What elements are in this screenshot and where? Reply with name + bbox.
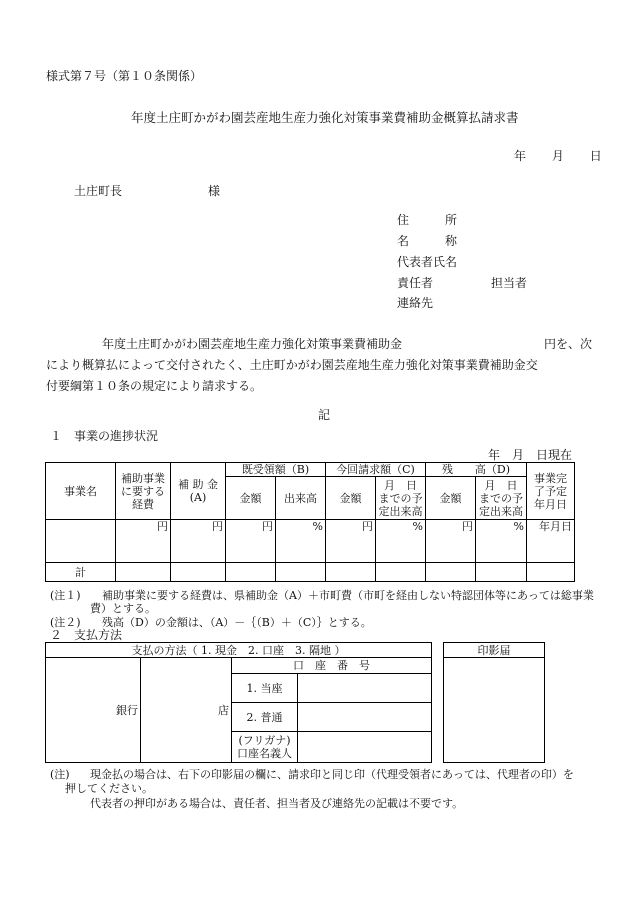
unit-yen: 円: [326, 520, 376, 563]
as-of-date: 年 月 日現在: [488, 448, 573, 462]
project-name-cell[interactable]: [46, 520, 116, 563]
current-account-input[interactable]: [298, 674, 432, 703]
name-label: 名 称: [397, 234, 458, 248]
note-1-text: 補助事業に要する経費は、県補助金（A）＋市町費（市町を経由しない特認団体等にあっては総事業: [102, 589, 594, 602]
payment-method-table: [45, 642, 432, 763]
account-holder-input[interactable]: [298, 732, 432, 763]
representative-label: 代表者氏名: [397, 255, 458, 269]
current-account-option[interactable]: 1. 当座: [232, 674, 298, 703]
note-tag: (注): [50, 768, 70, 781]
date-day: 日: [589, 149, 602, 163]
unit-percent: %: [476, 520, 527, 563]
col-project-cost: 補助事業 に要する 経費: [116, 463, 171, 520]
form-number: 様式第７号（第１０条関係）: [46, 69, 203, 83]
col-current-planned: 月 日 までの予 定出来高: [376, 477, 426, 520]
total-label: 計: [46, 563, 116, 582]
note-line-2: 押してください。: [65, 782, 153, 795]
note-2-text: 残高（D）の金額は、（A）－｛（B）＋（C）｝とする。: [102, 616, 372, 629]
body-line-2: により概算払によって交付されたく、土庄町かがわ園芸産地生産力強化対策事業費補助金交: [46, 358, 538, 372]
document-title: 年度土庄町かがわ園芸産地生産力強化対策事業費補助金概算払請求書: [131, 110, 519, 125]
address-label: 住 所: [397, 213, 458, 227]
col-current-amount: 金額: [326, 477, 376, 520]
account-number-header: 口 座 番 号: [232, 658, 432, 674]
savings-account-option[interactable]: 2. 普通: [232, 703, 298, 732]
staff-label: 担当者: [491, 276, 528, 290]
seal-label: 印影届: [444, 643, 545, 658]
date-year: 年: [514, 149, 527, 163]
col-subsidy: 補 助 金 (A): [171, 463, 226, 520]
unit-yen: 円: [116, 520, 171, 563]
seal-box[interactable]: [444, 658, 545, 763]
note-1-cont: 費）とする。: [90, 602, 156, 615]
unit-percent: %: [276, 520, 326, 563]
note-line-3: 代表者の押印がある場合は、責任者、担当者及び連絡先の記載は不要です。: [90, 797, 464, 810]
bank-name[interactable]: 銀行: [46, 658, 141, 763]
col-received-progress: 出来高: [276, 477, 326, 520]
col-completion-date: 事業完 了予定 年月日: [527, 463, 575, 520]
unit-yen: 円: [226, 520, 276, 563]
col-remaining-planned: 月 日 までの予 定出来高: [476, 477, 527, 520]
date-month: 月: [551, 149, 564, 163]
col-received-amount: 金額: [226, 477, 276, 520]
branch-name[interactable]: 店: [141, 658, 232, 763]
unit-date: 年月日: [527, 520, 575, 563]
unit-yen: 円: [171, 520, 226, 563]
body-line-1-left: 年度土庄町かがわ園芸産地生産力強化対策事業費補助金: [102, 337, 403, 351]
account-holder-label: (フリガナ) 口座名義人: [232, 732, 298, 763]
unit-percent: %: [376, 520, 426, 563]
col-received: 既受領額（B): [226, 463, 326, 477]
ki-heading: 記: [318, 408, 331, 422]
note-line-1: 現金払の場合は、右下の印影届の欄に、請求印と同じ印（代理受領者にあっては、代理者の印）を: [90, 768, 574, 781]
note-1-tag: (注１): [50, 589, 81, 602]
seal-table: [443, 642, 545, 763]
body-line-1-right: 円を、次: [544, 337, 593, 351]
unit-yen: 円: [426, 520, 476, 563]
payment-method[interactable]: 支払の方法（ 1. 現金 2. 口座 3. 隔地 ）: [46, 643, 432, 658]
section2-heading: ２ 支払方法: [50, 628, 123, 642]
addressee-name: 土庄町長: [74, 184, 123, 198]
col-current: 今回請求額（C): [326, 463, 426, 477]
col-remaining: 残 高（D): [426, 463, 527, 477]
savings-account-input[interactable]: [298, 703, 432, 732]
table-row: [46, 520, 575, 563]
section1-heading: １ 事業の進捗状況: [50, 429, 159, 443]
responsible-label: 責任者: [397, 276, 434, 290]
col-project-name: 事業名: [46, 463, 116, 520]
addressee-honorific: 様: [208, 184, 221, 198]
total-row: [46, 563, 575, 582]
progress-table: [45, 462, 575, 582]
col-remaining-amount: 金額: [426, 477, 476, 520]
body-line-3: 付要綱第１０条の規定により請求する。: [46, 379, 263, 393]
contact-label: 連絡先: [397, 296, 434, 310]
note-2-tag: (注２): [50, 616, 81, 629]
submission-date: [514, 147, 602, 164]
